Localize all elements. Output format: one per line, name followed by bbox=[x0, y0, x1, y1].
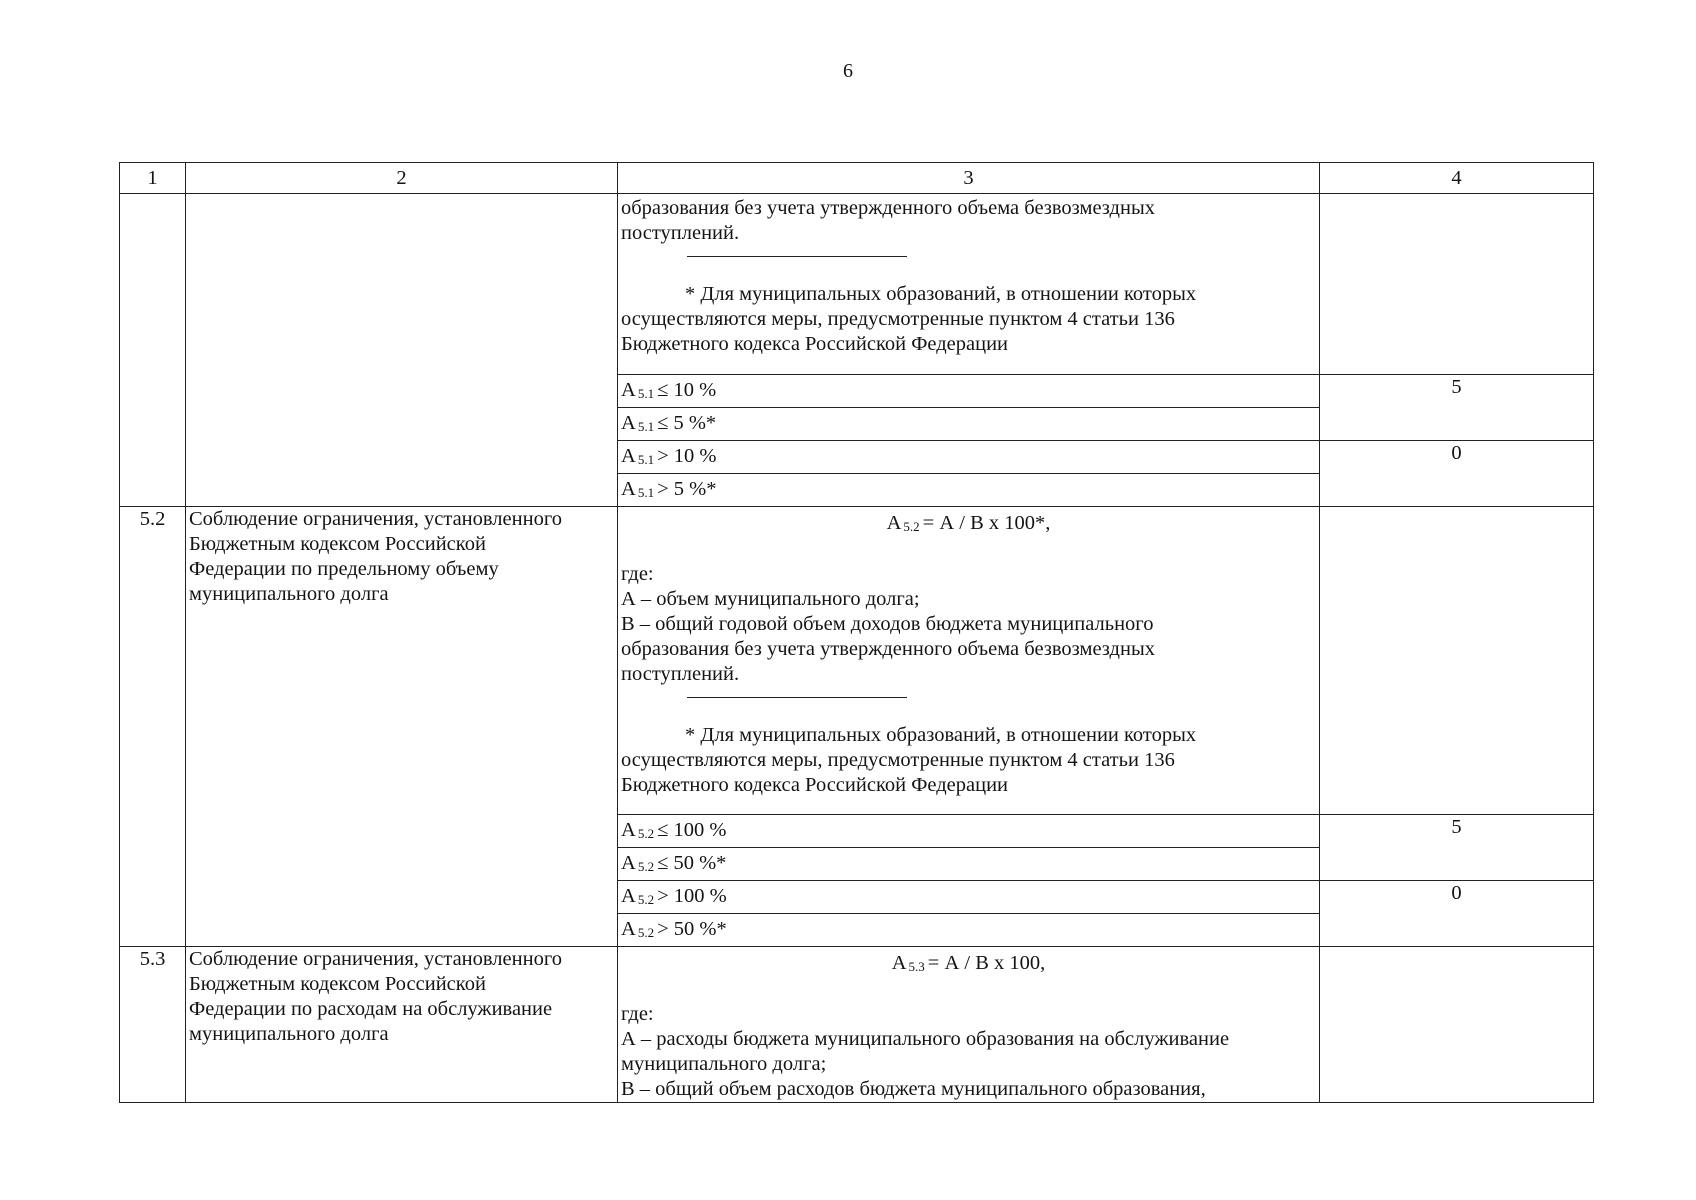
score-cell bbox=[1320, 947, 1594, 1103]
row-description-cell: Соблюдение ограничения, установленного Бюджетным кодексом Российской Федерации по предельному объему муниципального долга bbox=[186, 507, 618, 947]
condition-cell: А 5.2 ≤ 50 %* bbox=[618, 848, 1320, 881]
condition-cell: А 5.2 > 50 %* bbox=[618, 914, 1320, 947]
score-cell bbox=[1320, 507, 1594, 815]
table-row bbox=[120, 947, 1594, 1103]
footnote-text: Бюджетного кодекса Российской Федерации bbox=[621, 774, 1009, 796]
footnote-text: Бюджетного кодекса Российской Федерации bbox=[621, 333, 1009, 355]
calculation-cell bbox=[618, 194, 1320, 375]
definition-b: поступлений. bbox=[621, 663, 740, 685]
table-header-row bbox=[120, 163, 1594, 194]
footnote-text: осуществляются меры, предусмотренные пунктом 4 статьи 136 bbox=[621, 749, 1175, 771]
footnote-text: * Для муниципальных образований, в отношении которых bbox=[685, 724, 1197, 746]
calculation-cell bbox=[618, 947, 1320, 1103]
table-row bbox=[120, 507, 1594, 815]
definition-a: А – расходы бюджета муниципального образования на обслуживание bbox=[621, 1028, 1230, 1050]
column-header-4: 4 bbox=[1320, 163, 1594, 194]
row-number-cell: 5.3 bbox=[120, 947, 186, 1103]
condition-cell: А 5.1 > 10 % bbox=[618, 441, 1320, 474]
condition-cell: А 5.2 > 100 % bbox=[618, 881, 1320, 914]
column-header-2: 2 bbox=[186, 163, 618, 194]
score-cell: 0 bbox=[1320, 881, 1594, 947]
where-label: где: bbox=[621, 563, 654, 585]
condition-cell: А 5.2 ≤ 100 % bbox=[618, 815, 1320, 848]
footnote-text: осуществляются меры, предусмотренные пунктом 4 статьи 136 bbox=[621, 308, 1175, 330]
condition-cell: А 5.1 ≤ 10 % bbox=[618, 375, 1320, 408]
formula: А 5.2 = А / В х 100*, bbox=[886, 512, 1051, 534]
formula: А 5.3 = А / В х 100, bbox=[891, 952, 1046, 974]
column-header-1: 1 bbox=[120, 163, 186, 194]
row-description-cell bbox=[186, 194, 618, 507]
row-number-cell: 5.2 bbox=[120, 507, 186, 947]
score-cell: 5 bbox=[1320, 815, 1594, 881]
condition-cell: А 5.1 ≤ 5 %* bbox=[618, 408, 1320, 441]
page-number: 6 bbox=[843, 60, 853, 82]
definition-a: муниципального долга; bbox=[621, 1053, 827, 1075]
definition-a: А – объем муниципального долга; bbox=[621, 588, 920, 610]
criteria-table bbox=[119, 162, 1594, 1103]
row-number-cell bbox=[120, 194, 186, 507]
calculation-cell bbox=[618, 507, 1320, 815]
score-cell: 0 bbox=[1320, 441, 1594, 507]
definition-b: В – общий годовой объем доходов бюджета муниципального bbox=[621, 613, 1154, 635]
table-row bbox=[120, 194, 1594, 375]
score-cell bbox=[1320, 194, 1594, 375]
text-line: образования без учета утвержденного объема безвозмездных bbox=[621, 197, 1155, 219]
score-cell: 5 bbox=[1320, 375, 1594, 441]
condition-cell: А 5.1 > 5 %* bbox=[618, 474, 1320, 507]
where-label: где: bbox=[621, 1003, 654, 1025]
definition-b: В – общий объем расходов бюджета муниципального образования, bbox=[621, 1078, 1206, 1100]
text-line: поступлений. bbox=[621, 222, 740, 244]
definition-b: образования без учета утвержденного объема безвозмездных bbox=[621, 638, 1155, 660]
footnote-text: * Для муниципальных образований, в отношении которых bbox=[685, 283, 1197, 305]
row-description-cell: Соблюдение ограничения, установленного Бюджетным кодексом Российской Федерации по расходам на обслуживание муниципального долга bbox=[186, 947, 618, 1103]
column-header-3: 3 bbox=[618, 163, 1320, 194]
